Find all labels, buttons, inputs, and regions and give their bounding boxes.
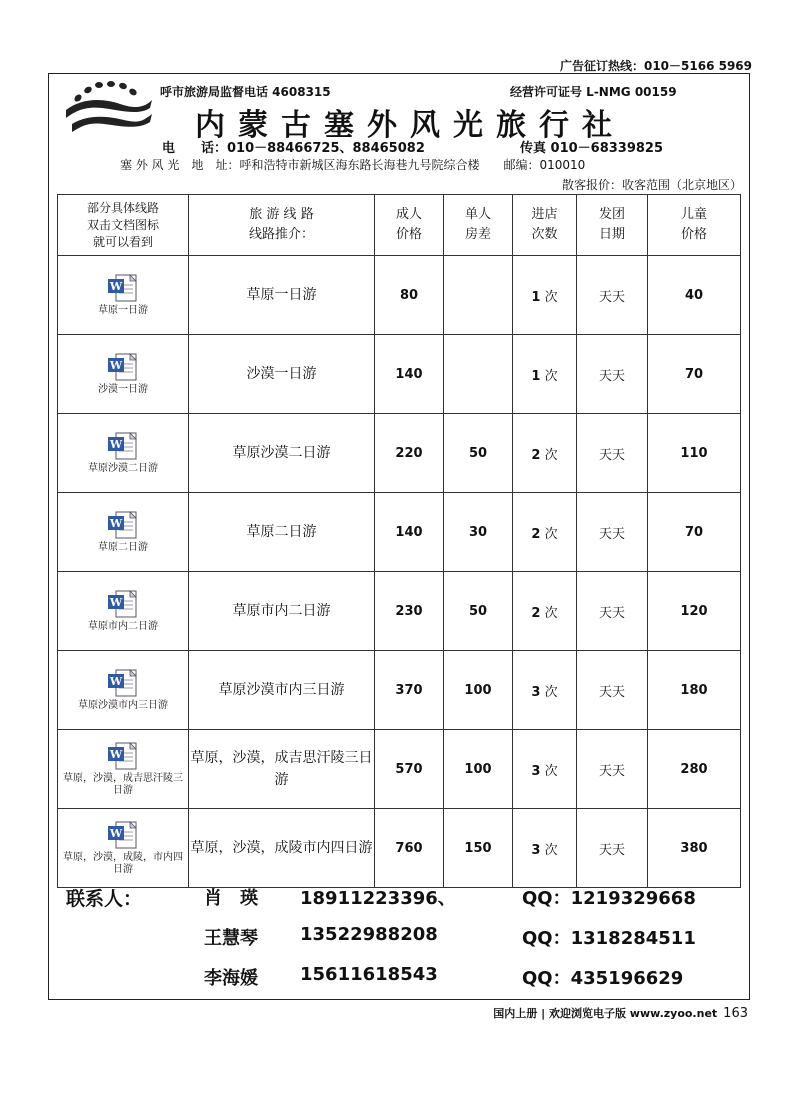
stops-unit: 次: [544, 447, 558, 463]
table-row: [58, 651, 741, 730]
word-document-icon: [106, 431, 140, 461]
contact-name: 李海媛: [204, 968, 258, 989]
route-name: 草原一日游: [189, 256, 375, 335]
child-price: 40: [648, 256, 741, 335]
header-text: 日期: [598, 227, 625, 242]
contact-name: 肖 瑛: [204, 888, 258, 909]
child-price: 180: [648, 651, 741, 730]
page-number: 163: [723, 1006, 748, 1021]
route-document-link[interactable]: [58, 730, 189, 809]
adult-price: 230: [375, 572, 444, 651]
adult-price: 370: [375, 651, 444, 730]
table-header-row: [58, 195, 741, 256]
header-text: 双击文档图标: [86, 217, 159, 232]
page-footer: [493, 1005, 748, 1021]
route-document-link[interactable]: [58, 572, 189, 651]
header-single-supplement: [444, 195, 513, 256]
route-name: 草原沙漠市内三日游: [189, 651, 375, 730]
price-scope: 散客报价：收客范围（北京地区）: [561, 178, 742, 192]
stops-unit: 次: [544, 526, 558, 542]
departure-date: 天天: [577, 335, 648, 414]
header-text: 就可以看到: [92, 234, 153, 249]
svg-text:W: W: [109, 517, 123, 530]
header-text: 价格: [395, 227, 422, 242]
word-document-icon: [106, 741, 140, 771]
table-row: [58, 414, 741, 493]
contact-name: 王慧琴: [204, 928, 258, 949]
word-document-icon: [106, 510, 140, 540]
document-label: 草原二日游: [98, 542, 148, 553]
contacts-label: 联系人：: [66, 888, 143, 910]
footer-text: 国内上册 | 欢迎浏览电子版 www.zyoo.net: [493, 1007, 718, 1020]
single-supplement: 30: [444, 493, 513, 572]
route-document-link[interactable]: [58, 651, 189, 730]
contact-qq: QQ：435196629: [522, 968, 684, 989]
ad-hotline: 广告征订热线：010－5166 5969: [559, 59, 752, 73]
route-document-link[interactable]: [58, 493, 189, 572]
adult-price: 570: [375, 730, 444, 809]
document-label: 草原市内二日游: [88, 621, 158, 632]
header-text: 单人: [464, 207, 491, 222]
stops-unit: 次: [544, 605, 558, 621]
header-doc-column: [58, 195, 189, 256]
stops-unit: 次: [544, 842, 558, 858]
shop-stops: [513, 256, 577, 335]
header-text: 发团: [598, 207, 625, 222]
document-label: 草原一日游: [98, 305, 148, 316]
departure-date: 天天: [577, 256, 648, 335]
shop-stops: [513, 493, 577, 572]
table-row: [58, 572, 741, 651]
svg-text:W: W: [109, 748, 123, 761]
document-label: 草原沙漠二日游: [88, 463, 158, 474]
contact-qq: QQ：1219329668: [522, 888, 696, 909]
svg-text:W: W: [109, 280, 123, 293]
svg-text:W: W: [109, 596, 123, 609]
contact-qq: QQ：1318284511: [522, 928, 696, 949]
header-text: 成人: [395, 207, 422, 222]
header-text: 价格: [680, 227, 707, 242]
stops-unit: 次: [544, 289, 558, 305]
single-supplement: [444, 256, 513, 335]
stops-count: 3: [531, 763, 541, 779]
contact-phone: 电 话：010－88466725、88465082: [162, 141, 425, 156]
child-price: 70: [648, 493, 741, 572]
header-text: 进店: [531, 207, 558, 222]
stops-unit: 次: [544, 763, 558, 779]
fax-number: 传真 010－68339825: [520, 141, 664, 156]
adult-price: 220: [375, 414, 444, 493]
route-document-link[interactable]: [58, 809, 189, 888]
svg-text:W: W: [109, 827, 123, 840]
route-name: 草原二日游: [189, 493, 375, 572]
departure-date: 天天: [577, 651, 648, 730]
header-text: 线路推介：: [248, 227, 314, 242]
route-price-table: [57, 194, 741, 888]
header-text: 次数: [531, 227, 558, 242]
word-document-icon: [106, 352, 140, 382]
child-price: 280: [648, 730, 741, 809]
contact-phone-number: 18911223396、: [300, 888, 456, 909]
supervision-phone: 呼市旅游局监督电话 4608315: [160, 85, 331, 99]
stops-unit: 次: [544, 368, 558, 384]
word-document-icon: [106, 820, 140, 850]
route-name: 草原沙漠二日游: [189, 414, 375, 493]
departure-date: 天天: [577, 572, 648, 651]
document-label: 草原沙漠市内三日游: [78, 700, 168, 711]
shop-stops: [513, 335, 577, 414]
stops-count: 1: [531, 289, 541, 305]
adult-price: 140: [375, 493, 444, 572]
single-supplement: 100: [444, 730, 513, 809]
svg-text:W: W: [109, 359, 123, 372]
header-text: 儿童: [680, 207, 707, 222]
word-document-icon: [106, 589, 140, 619]
header-text: 部分具体线路: [86, 200, 159, 215]
table-row: [58, 809, 741, 888]
contact-phone-number: 15611618543: [300, 964, 438, 985]
adult-price: 80: [375, 256, 444, 335]
company-logo: [62, 80, 154, 134]
route-name: 沙漠一日游: [189, 335, 375, 414]
shop-stops: [513, 730, 577, 809]
child-price: 120: [648, 572, 741, 651]
route-name: 草原，沙漠，成陵市内四日游: [189, 809, 375, 888]
stops-count: 2: [531, 447, 541, 463]
header-text: 旅 游 线 路: [249, 207, 314, 222]
stops-count: 3: [531, 842, 541, 858]
header-text: 房差: [464, 227, 491, 242]
route-document-link[interactable]: [58, 335, 189, 414]
company-name: 内蒙古塞外风光旅行社: [195, 108, 625, 143]
table-row: [58, 730, 741, 809]
adult-price: 140: [375, 335, 444, 414]
word-document-icon: [106, 273, 140, 303]
header-route: [189, 195, 375, 256]
adult-price: 760: [375, 809, 444, 888]
document-label: 草原，沙漠，成吉思汗陵三日游: [63, 773, 183, 796]
departure-date: 天天: [577, 414, 648, 493]
stops-count: 2: [531, 526, 541, 542]
header-shop-stops: [513, 195, 577, 256]
svg-text:W: W: [109, 438, 123, 451]
word-document-icon: [106, 668, 140, 698]
header-child-price: [648, 195, 741, 256]
child-price: 110: [648, 414, 741, 493]
route-name: 草原市内二日游: [189, 572, 375, 651]
child-price: 70: [648, 335, 741, 414]
table-row: [58, 256, 741, 335]
shop-stops: [513, 809, 577, 888]
stops-count: 1: [531, 368, 541, 384]
shop-stops: [513, 572, 577, 651]
table-row: [58, 335, 741, 414]
single-supplement: 50: [444, 414, 513, 493]
shop-stops: [513, 651, 577, 730]
stops-count: 3: [531, 684, 541, 700]
company-address: 塞 外 风 光 地 址：呼和浩特市新城区海东路长海巷九号院综合楼 邮编：010010: [120, 158, 586, 172]
document-label: 草原，沙漠，成陵，市内四日游: [63, 852, 183, 875]
route-name: 草原，沙漠，成吉思汗陵三日游: [189, 730, 375, 809]
single-supplement: 100: [444, 651, 513, 730]
table-row: [58, 493, 741, 572]
single-supplement: 150: [444, 809, 513, 888]
stops-unit: 次: [544, 684, 558, 700]
document-label: 沙漠一日游: [98, 384, 148, 395]
departure-date: 天天: [577, 730, 648, 809]
stops-count: 2: [531, 605, 541, 621]
single-supplement: [444, 335, 513, 414]
child-price: 380: [648, 809, 741, 888]
single-supplement: 50: [444, 572, 513, 651]
departure-date: 天天: [577, 809, 648, 888]
shop-stops: [513, 414, 577, 493]
route-document-link[interactable]: [58, 256, 189, 335]
contact-phone-number: 13522988208: [300, 924, 438, 945]
svg-text:W: W: [109, 675, 123, 688]
header-adult-price: [375, 195, 444, 256]
header-departure: [577, 195, 648, 256]
license-number: 经营许可证号 L-NMG 00159: [510, 85, 677, 99]
departure-date: 天天: [577, 493, 648, 572]
route-document-link[interactable]: [58, 414, 189, 493]
